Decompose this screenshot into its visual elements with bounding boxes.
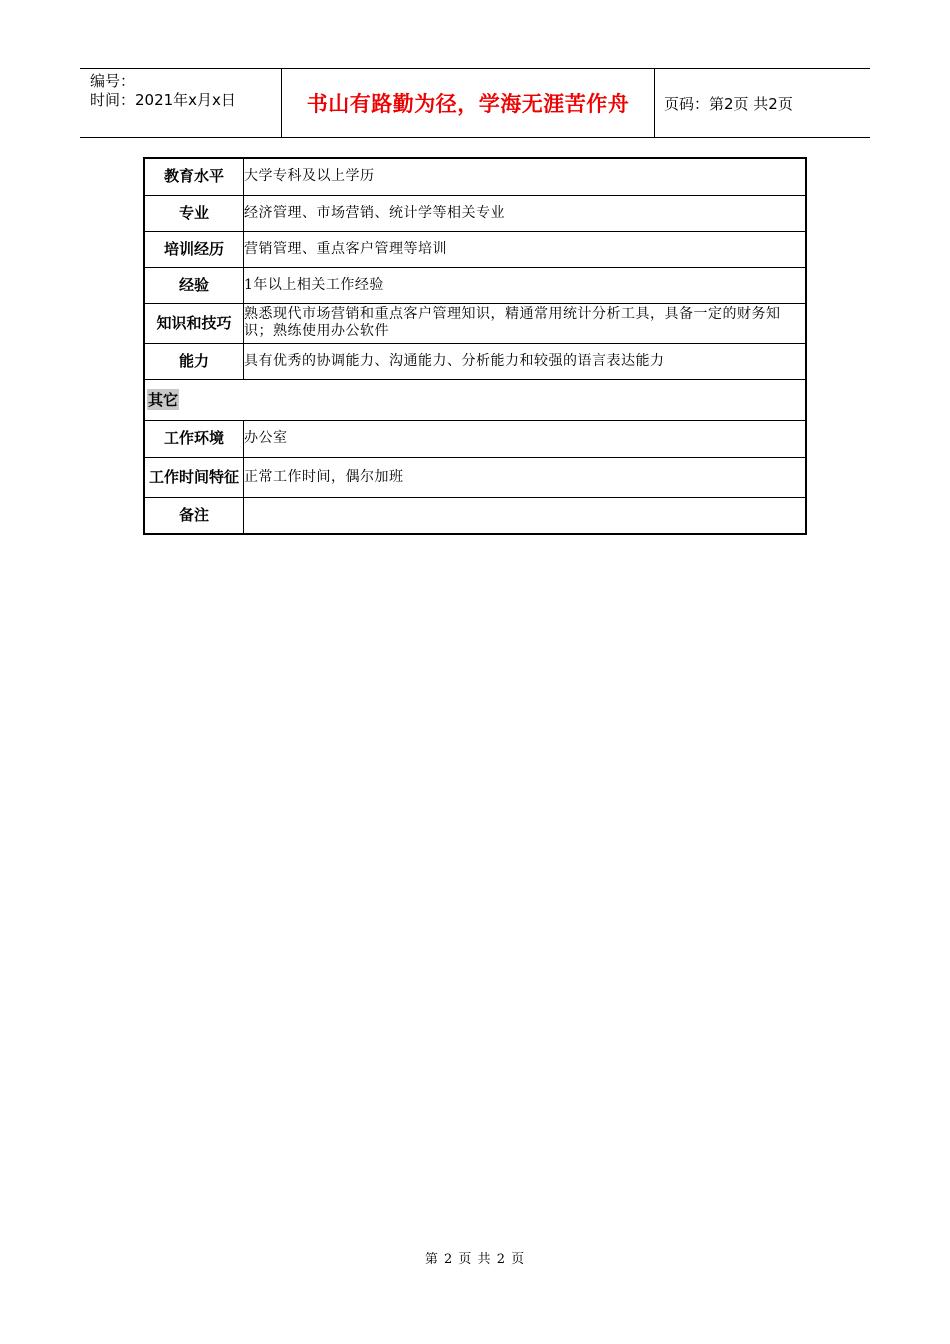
table-row — [144, 195, 806, 231]
row-value: 营销管理、重点客户管理等培训 — [244, 231, 807, 267]
row-value: 正常工作时间，偶尔加班 — [244, 457, 807, 497]
row-label: 教育水平 — [144, 158, 244, 195]
job-requirements-table — [143, 157, 807, 535]
section-cell — [144, 379, 806, 420]
page-footer: 第 2 页 共 2 页 — [424, 1252, 526, 1267]
document-date: 时间：2021年x月x日 — [90, 91, 236, 109]
row-value: 办公室 — [244, 420, 807, 457]
row-value: 经济管理、市场营销、统计学等相关专业 — [244, 195, 807, 231]
row-label: 经验 — [144, 267, 244, 303]
row-label: 能力 — [144, 343, 244, 379]
section-row — [144, 379, 806, 420]
header-motto: 书山有路勤为径，学海无涯苦作舟 — [306, 92, 630, 116]
row-label: 专业 — [144, 195, 244, 231]
row-label: 备注 — [144, 497, 244, 534]
table-row — [144, 231, 806, 267]
table-row — [144, 457, 806, 497]
section-title: 其它 — [148, 391, 179, 409]
row-label: 培训经历 — [144, 231, 244, 267]
row-label: 工作环境 — [144, 420, 244, 457]
table-row — [144, 497, 806, 534]
document-number-label: 编号： — [90, 72, 136, 90]
row-value: 大学专科及以上学历 — [244, 158, 807, 195]
header-meta — [90, 72, 280, 110]
header-divider — [654, 69, 655, 137]
row-value: 1年以上相关工作经验 — [244, 267, 807, 303]
header-page-info: 页码：第2页 共2页 — [664, 94, 793, 113]
row-label: 知识和技巧 — [144, 303, 244, 343]
table-row — [144, 420, 806, 457]
table-row — [144, 303, 806, 343]
row-value: 熟悉现代市场营销和重点客户管理知识，精通常用统计分析工具，具备一定的财务知识；熟练使用办公软件 — [244, 303, 807, 343]
page-header — [80, 68, 870, 138]
table-row — [144, 267, 806, 303]
row-label: 工作时间特征 — [144, 457, 244, 497]
table-row — [144, 158, 806, 195]
row-value — [244, 497, 807, 534]
table-row — [144, 343, 806, 379]
row-value: 具有优秀的协调能力、沟通能力、分析能力和较强的语言表达能力 — [244, 343, 807, 379]
